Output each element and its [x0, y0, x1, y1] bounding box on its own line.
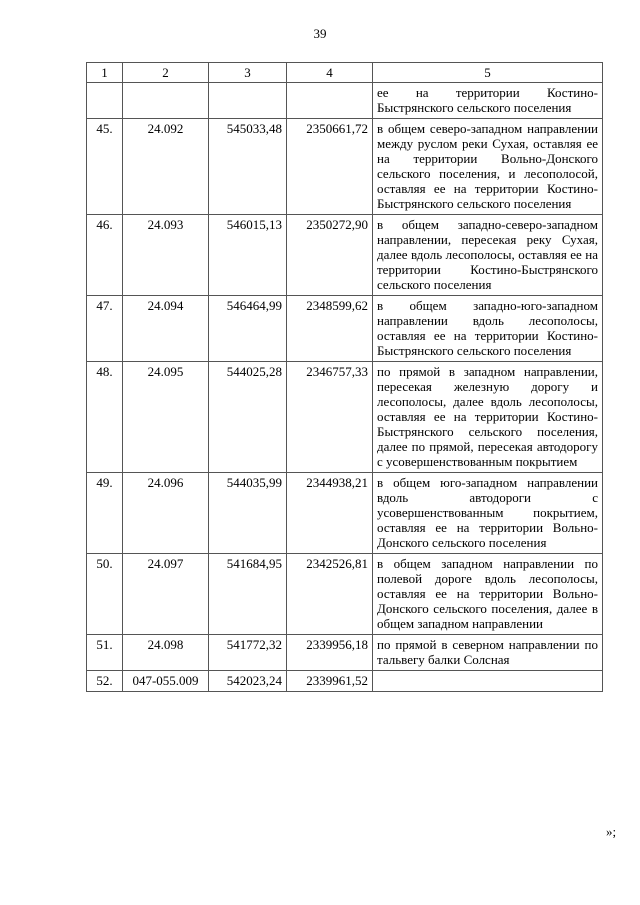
point-id-cell: 24.093	[123, 215, 209, 296]
x-coordinate-cell: 542023,24	[209, 671, 287, 692]
row-number-cell: 50.	[87, 554, 123, 635]
column-header: 2	[123, 63, 209, 83]
description-cell: по прямой в северном направлении по тальвегу балки Солсная	[373, 635, 603, 671]
description-cell: в общем западно-северо-западном направлении, пересекая реку Сухая, далее вдоль лесополосы, оставляя ее на территории Костино-Быстрянского сельского поселения	[373, 215, 603, 296]
column-header: 4	[287, 63, 373, 83]
x-coordinate-cell: 544035,99	[209, 473, 287, 554]
x-coordinate-cell: 546015,13	[209, 215, 287, 296]
y-coordinate-cell	[287, 83, 373, 119]
y-coordinate-cell: 2344938,21	[287, 473, 373, 554]
row-number-cell: 46.	[87, 215, 123, 296]
y-coordinate-cell: 2339961,52	[287, 671, 373, 692]
table-row	[87, 362, 603, 473]
row-number-cell: 47.	[87, 296, 123, 362]
point-id-cell: 24.095	[123, 362, 209, 473]
x-coordinate-cell: 545033,48	[209, 119, 287, 215]
table-row	[87, 83, 603, 119]
x-coordinate-cell: 544025,28	[209, 362, 287, 473]
column-header: 1	[87, 63, 123, 83]
column-header: 3	[209, 63, 287, 83]
row-number-cell: 45.	[87, 119, 123, 215]
y-coordinate-cell: 2339956,18	[287, 635, 373, 671]
row-number-cell	[87, 83, 123, 119]
row-number-cell: 51.	[87, 635, 123, 671]
table-row	[87, 473, 603, 554]
y-coordinate-cell: 2350272,90	[287, 215, 373, 296]
point-id-cell: 24.096	[123, 473, 209, 554]
point-id-cell: 047-055.009	[123, 671, 209, 692]
y-coordinate-cell: 2348599,62	[287, 296, 373, 362]
x-coordinate-cell: 546464,99	[209, 296, 287, 362]
page-number: 39	[313, 26, 327, 41]
description-cell: в общем северо-западном направлении между руслом реки Сухая, оставляя ее на территории Вольно-Донского сельского поселения, и лесополосой, оставляя ее на территории Костино-Быстрянского сельского поселения	[373, 119, 603, 215]
table-row	[87, 554, 603, 635]
table-header-row	[87, 63, 603, 83]
boundary-points-table	[86, 62, 603, 692]
y-coordinate-cell: 2350661,72	[287, 119, 373, 215]
point-id-cell: 24.092	[123, 119, 209, 215]
description-cell	[373, 671, 603, 692]
closing-quote-mark: »;	[606, 824, 617, 839]
description-cell: в общем западном направлении по полевой дороге вдоль лесополосы, оставляя ее на территории Вольно-Донского сельского поселения, далее в общем западном направлении	[373, 554, 603, 635]
description-cell: ее на территории Костино-Быстрянского сельского поселения	[373, 83, 603, 119]
y-coordinate-cell: 2346757,33	[287, 362, 373, 473]
y-coordinate-cell: 2342526,81	[287, 554, 373, 635]
point-id-cell: 24.094	[123, 296, 209, 362]
point-id-cell	[123, 83, 209, 119]
x-coordinate-cell	[209, 83, 287, 119]
x-coordinate-cell: 541684,95	[209, 554, 287, 635]
row-number-cell: 49.	[87, 473, 123, 554]
table-row	[87, 296, 603, 362]
x-coordinate-cell: 541772,32	[209, 635, 287, 671]
table-row	[87, 215, 603, 296]
point-id-cell: 24.097	[123, 554, 209, 635]
row-number-cell: 48.	[87, 362, 123, 473]
table-row	[87, 635, 603, 671]
description-cell: по прямой в западном направлении, пересекая железную дорогу и лесополосы, далее вдоль лесополосы, оставляя ее на территории Костино-Быстрянского сельского поселения, далее по прямой, пересекая автодорогу с усовершенствованным покрытием	[373, 362, 603, 473]
point-id-cell: 24.098	[123, 635, 209, 671]
table-row	[87, 671, 603, 692]
column-header: 5	[373, 63, 603, 83]
table-row	[87, 119, 603, 215]
description-cell: в общем юго-западном направлении вдоль автодороги с усовершенствованным покрытием, оставляя ее на территории Вольно-Донского сельского поселения	[373, 473, 603, 554]
row-number-cell: 52.	[87, 671, 123, 692]
description-cell: в общем западно-юго-западном направлении вдоль лесополосы, оставляя ее на территории Костино-Быстрянского сельского поселения	[373, 296, 603, 362]
